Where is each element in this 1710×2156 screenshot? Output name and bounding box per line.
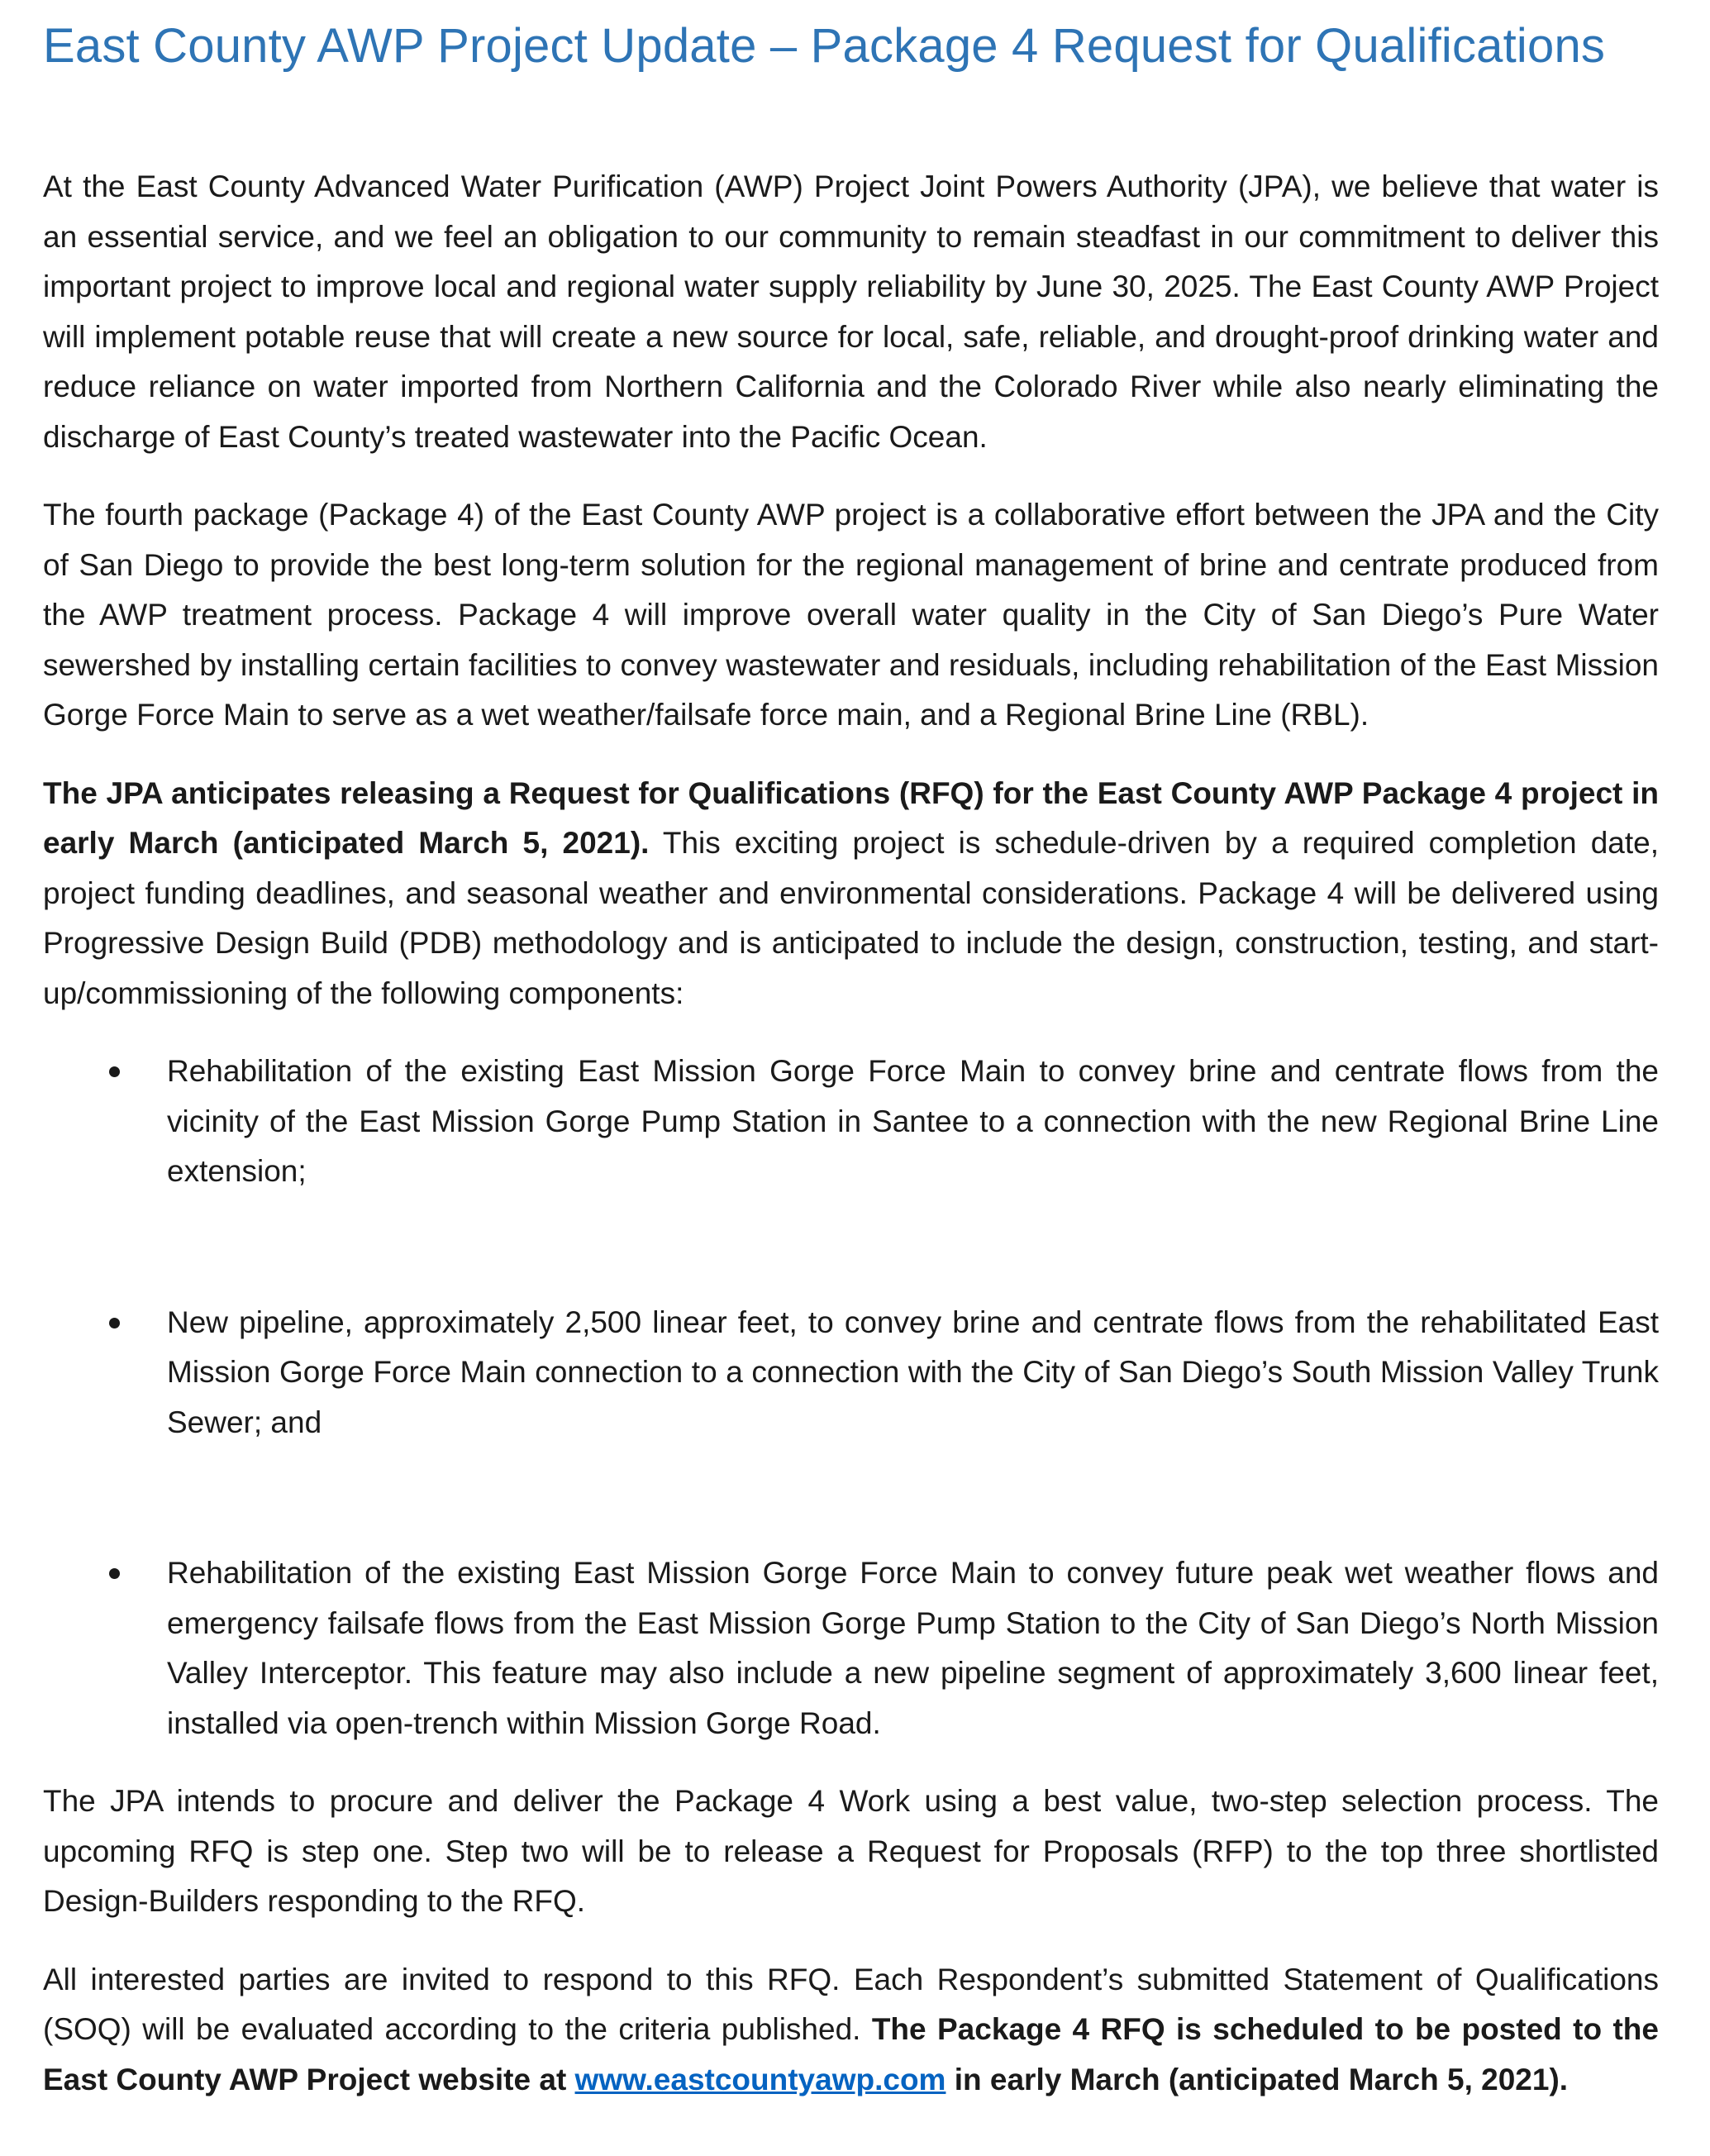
posting-notice-text: The Package 4 RFQ is scheduled to be posted to the East County AWP Project website at — [43, 2012, 1659, 2096]
bullet-icon — [109, 1318, 120, 1328]
page-title: East County AWP Project Update – Package 4 Request for Qualifications — [43, 19, 1606, 73]
bullet-icon — [109, 1066, 120, 1077]
rfq-announcement-text: This exciting project is schedule-driven by a required completion date, project funding deadlines, and seasonal weather and environmental considerations. Package 4 will be delivered using Progressive Design Build (PDB) methodology and is anticipated to include the design, construction, testing, and start-up/commissioning of the following components: — [43, 826, 1659, 1010]
intro-paragraph: At the East County Advanced Water Purification (AWP) Project Joint Powers Authority (JPA), we believe that water is an essential service, and we feel an obligation to our community to remain steadfast in our commitment to deliver this important project to improve local and regional water supply reliability by June 30, 2025. The East County AWP Project will implement potable reuse that will create a new source for local, safe, reliable, and drought-proof drinking water and reduce reliance on water imported from Northern California and the Colorado River while also nearly eliminating the discharge of East County’s treated wastewater into the Pacific Ocean. — [43, 169, 1659, 454]
list-item — [43, 1298, 1659, 1448]
list-item — [43, 1548, 1659, 1748]
package-4-paragraph: The fourth package (Package 4) of the East County AWP project is a collaborative effort between the JPA and the City of San Diego to provide the best long-term solution for the regional management of brine and centrate produced from the AWP treatment process. Package 4 will improve overall water quality in the City of San Diego’s Pure Water sewershed by installing certain facilities to convey wastewater and residuals, including rehabilitation of the East Mission Gorge Force Main to serve as a wet weather/failsafe force main, and a Regional Brine Line (RBL). — [43, 498, 1659, 732]
rfq-announcement-paragraph — [43, 769, 1659, 1019]
bullet-icon — [109, 1568, 120, 1579]
list-item-text: New pipeline, approximately 2,500 linear feet, to convey brine and centrate flows from the rehabilitated East Mission Gorge Force Main connection to a connection with the City of San Diego’s South Mission Valley Trunk Sewer; and — [167, 1305, 1659, 1439]
list-item-text: Rehabilitation of the existing East Mission Gorge Force Main to convey future peak wet weather flows and emergency failsafe flows from the East Mission Gorge Pump Station to the City of San Diego’s North Mission Valley Interceptor. This feature may also include a new pipeline segment of approximately 3,600 linear feet, installed via open-trench within Mission Gorge Road. — [167, 1556, 1659, 1740]
components-list — [43, 1047, 1659, 1748]
document-body — [43, 162, 1659, 2105]
invitation-text: All interested parties are invited to respond to this RFQ. Each Respondent’s submitted Statement of Qualifications (SOQ) will be evaluated according to the criteria published. — [43, 1962, 1659, 2046]
document-page — [43, 0, 1659, 2133]
procurement-paragraph: The JPA intends to procure and deliver the Package 4 Work using a best value, two-step selection process. The upcoming RFQ is step one. Step two will be to release a Request for Proposals (RFP) to the top three shortlisted Design-Builders responding to the RFQ. — [43, 1784, 1659, 1918]
project-website-link[interactable]: www.eastcountyawp.com — [574, 2062, 946, 2096]
invitation-paragraph — [43, 1955, 1659, 2106]
rfq-announcement-bold: The JPA anticipates releasing a Request for Qualifications (RFQ) for the East County AWP Package 4 project in early March (anticipated March 5, 2021). — [43, 775, 1659, 860]
posting-date-text: in early March (anticipated March 5, 2021). — [946, 2062, 1569, 2096]
list-item — [43, 1047, 1659, 1197]
list-item-text: Rehabilitation of the existing East Mission Gorge Force Main to convey brine and centrate flows from the vicinity of the East Mission Gorge Pump Station in Santee to a connection with the new Regional Brine Line extension; — [167, 1054, 1659, 1188]
